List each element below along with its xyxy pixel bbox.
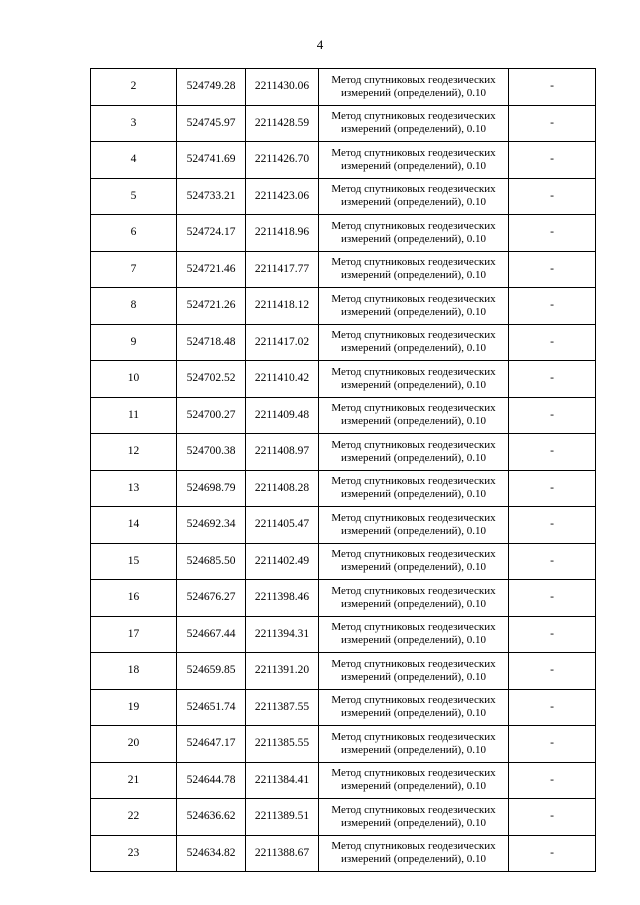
point-number-cell: 17 (91, 616, 177, 653)
method-accuracy-cell: Метод спутниковых геодезических измерений (определений), 0.10 (319, 580, 509, 617)
table-row (91, 324, 596, 361)
table-row (91, 105, 596, 142)
note-cell: - (509, 178, 596, 215)
table-row (91, 69, 596, 106)
coordinate-x-cell: 524718.48 (177, 324, 246, 361)
point-number-cell: 12 (91, 434, 177, 471)
note-cell: - (509, 799, 596, 836)
table-row (91, 653, 596, 690)
coordinate-x-cell: 524647.17 (177, 726, 246, 763)
table-row (91, 726, 596, 763)
table-row (91, 835, 596, 872)
method-accuracy-cell: Метод спутниковых геодезических измерений (определений), 0.10 (319, 178, 509, 215)
coordinate-x-cell: 524741.69 (177, 142, 246, 179)
method-accuracy-cell: Метод спутниковых геодезических измерений (определений), 0.10 (319, 251, 509, 288)
point-number-cell: 9 (91, 324, 177, 361)
coordinate-y-cell: 2211391.20 (246, 653, 319, 690)
note-cell: - (509, 616, 596, 653)
note-cell: - (509, 543, 596, 580)
method-accuracy-cell: Метод спутниковых геодезических измерений (определений), 0.10 (319, 288, 509, 325)
note-cell: - (509, 689, 596, 726)
note-cell: - (509, 69, 596, 106)
note-cell: - (509, 361, 596, 398)
coordinate-x-cell: 524636.62 (177, 799, 246, 836)
table-row (91, 434, 596, 471)
table-row (91, 470, 596, 507)
coordinate-y-cell: 2211423.06 (246, 178, 319, 215)
method-accuracy-cell: Метод спутниковых геодезических измерений (определений), 0.10 (319, 142, 509, 179)
coordinate-x-cell: 524634.82 (177, 835, 246, 872)
note-cell: - (509, 105, 596, 142)
method-accuracy-cell: Метод спутниковых геодезических измерений (определений), 0.10 (319, 689, 509, 726)
note-cell: - (509, 251, 596, 288)
note-cell: - (509, 142, 596, 179)
coordinate-y-cell: 2211418.96 (246, 215, 319, 252)
point-number-cell: 13 (91, 470, 177, 507)
table-row (91, 616, 596, 653)
table-row (91, 397, 596, 434)
point-number-cell: 10 (91, 361, 177, 398)
table-row (91, 580, 596, 617)
coordinate-x-cell: 524698.79 (177, 470, 246, 507)
point-number-cell: 6 (91, 215, 177, 252)
coordinate-x-cell: 524700.27 (177, 397, 246, 434)
table-row (91, 361, 596, 398)
note-cell: - (509, 726, 596, 763)
method-accuracy-cell: Метод спутниковых геодезических измерений (определений), 0.10 (319, 653, 509, 690)
method-accuracy-cell: Метод спутниковых геодезических измерений (определений), 0.10 (319, 762, 509, 799)
coordinate-x-cell: 524745.97 (177, 105, 246, 142)
coordinate-x-cell: 524659.85 (177, 653, 246, 690)
note-cell: - (509, 215, 596, 252)
point-number-cell: 16 (91, 580, 177, 617)
coordinates-table-body (91, 69, 596, 872)
point-number-cell: 14 (91, 507, 177, 544)
coordinate-x-cell: 524667.44 (177, 616, 246, 653)
table-row (91, 251, 596, 288)
note-cell: - (509, 470, 596, 507)
method-accuracy-cell: Метод спутниковых геодезических измерений (определений), 0.10 (319, 397, 509, 434)
table-row (91, 543, 596, 580)
coordinate-x-cell: 524702.52 (177, 361, 246, 398)
coordinate-y-cell: 2211398.46 (246, 580, 319, 617)
coordinate-x-cell: 524733.21 (177, 178, 246, 215)
note-cell: - (509, 580, 596, 617)
table-row (91, 799, 596, 836)
table-row (91, 215, 596, 252)
point-number-cell: 23 (91, 835, 177, 872)
method-accuracy-cell: Метод спутниковых геодезических измерений (определений), 0.10 (319, 434, 509, 471)
coordinate-y-cell: 2211402.49 (246, 543, 319, 580)
coordinate-x-cell: 524721.26 (177, 288, 246, 325)
table-row (91, 762, 596, 799)
coordinate-y-cell: 2211428.59 (246, 105, 319, 142)
method-accuracy-cell: Метод спутниковых геодезических измерений (определений), 0.10 (319, 69, 509, 106)
method-accuracy-cell: Метод спутниковых геодезических измерений (определений), 0.10 (319, 324, 509, 361)
coordinate-x-cell: 524692.34 (177, 507, 246, 544)
coordinate-y-cell: 2211408.97 (246, 434, 319, 471)
coordinate-y-cell: 2211394.31 (246, 616, 319, 653)
coordinate-y-cell: 2211408.28 (246, 470, 319, 507)
method-accuracy-cell: Метод спутниковых геодезических измерений (определений), 0.10 (319, 215, 509, 252)
method-accuracy-cell: Метод спутниковых геодезических измерений (определений), 0.10 (319, 361, 509, 398)
coordinate-y-cell: 2211389.51 (246, 799, 319, 836)
table-row (91, 142, 596, 179)
method-accuracy-cell: Метод спутниковых геодезических измерений (определений), 0.10 (319, 616, 509, 653)
coordinates-table (90, 68, 596, 872)
point-number-cell: 8 (91, 288, 177, 325)
table-row (91, 178, 596, 215)
method-accuracy-cell: Метод спутниковых геодезических измерений (определений), 0.10 (319, 105, 509, 142)
coordinate-x-cell: 524651.74 (177, 689, 246, 726)
method-accuracy-cell: Метод спутниковых геодезических измерений (определений), 0.10 (319, 726, 509, 763)
note-cell: - (509, 507, 596, 544)
coordinate-y-cell: 2211417.77 (246, 251, 319, 288)
note-cell: - (509, 762, 596, 799)
note-cell: - (509, 653, 596, 690)
point-number-cell: 4 (91, 142, 177, 179)
coordinate-x-cell: 524676.27 (177, 580, 246, 617)
coordinate-y-cell: 2211387.55 (246, 689, 319, 726)
coordinate-y-cell: 2211385.55 (246, 726, 319, 763)
note-cell: - (509, 835, 596, 872)
page-number: 4 (316, 37, 324, 52)
coordinate-y-cell: 2211388.67 (246, 835, 319, 872)
point-number-cell: 7 (91, 251, 177, 288)
point-number-cell: 20 (91, 726, 177, 763)
point-number-cell: 19 (91, 689, 177, 726)
coordinate-y-cell: 2211418.12 (246, 288, 319, 325)
note-cell: - (509, 288, 596, 325)
note-cell: - (509, 434, 596, 471)
note-cell: - (509, 397, 596, 434)
note-cell: - (509, 324, 596, 361)
point-number-cell: 15 (91, 543, 177, 580)
coordinate-x-cell: 524700.38 (177, 434, 246, 471)
method-accuracy-cell: Метод спутниковых геодезических измерений (определений), 0.10 (319, 470, 509, 507)
method-accuracy-cell: Метод спутниковых геодезических измерений (определений), 0.10 (319, 835, 509, 872)
coordinate-x-cell: 524721.46 (177, 251, 246, 288)
point-number-cell: 18 (91, 653, 177, 690)
coordinate-x-cell: 524644.78 (177, 762, 246, 799)
point-number-cell: 2 (91, 69, 177, 106)
method-accuracy-cell: Метод спутниковых геодезических измерений (определений), 0.10 (319, 799, 509, 836)
coordinate-y-cell: 2211410.42 (246, 361, 319, 398)
coordinate-y-cell: 2211405.47 (246, 507, 319, 544)
point-number-cell: 11 (91, 397, 177, 434)
point-number-cell: 3 (91, 105, 177, 142)
coordinate-y-cell: 2211426.70 (246, 142, 319, 179)
coordinate-y-cell: 2211384.41 (246, 762, 319, 799)
point-number-cell: 5 (91, 178, 177, 215)
coordinate-x-cell: 524749.28 (177, 69, 246, 106)
coordinate-y-cell: 2211417.02 (246, 324, 319, 361)
point-number-cell: 21 (91, 762, 177, 799)
table-row (91, 689, 596, 726)
method-accuracy-cell: Метод спутниковых геодезических измерений (определений), 0.10 (319, 507, 509, 544)
point-number-cell: 22 (91, 799, 177, 836)
coordinate-y-cell: 2211409.48 (246, 397, 319, 434)
coordinate-x-cell: 524724.17 (177, 215, 246, 252)
coordinate-y-cell: 2211430.06 (246, 69, 319, 106)
table-row (91, 507, 596, 544)
table-row (91, 288, 596, 325)
coordinate-x-cell: 524685.50 (177, 543, 246, 580)
method-accuracy-cell: Метод спутниковых геодезических измерений (определений), 0.10 (319, 543, 509, 580)
